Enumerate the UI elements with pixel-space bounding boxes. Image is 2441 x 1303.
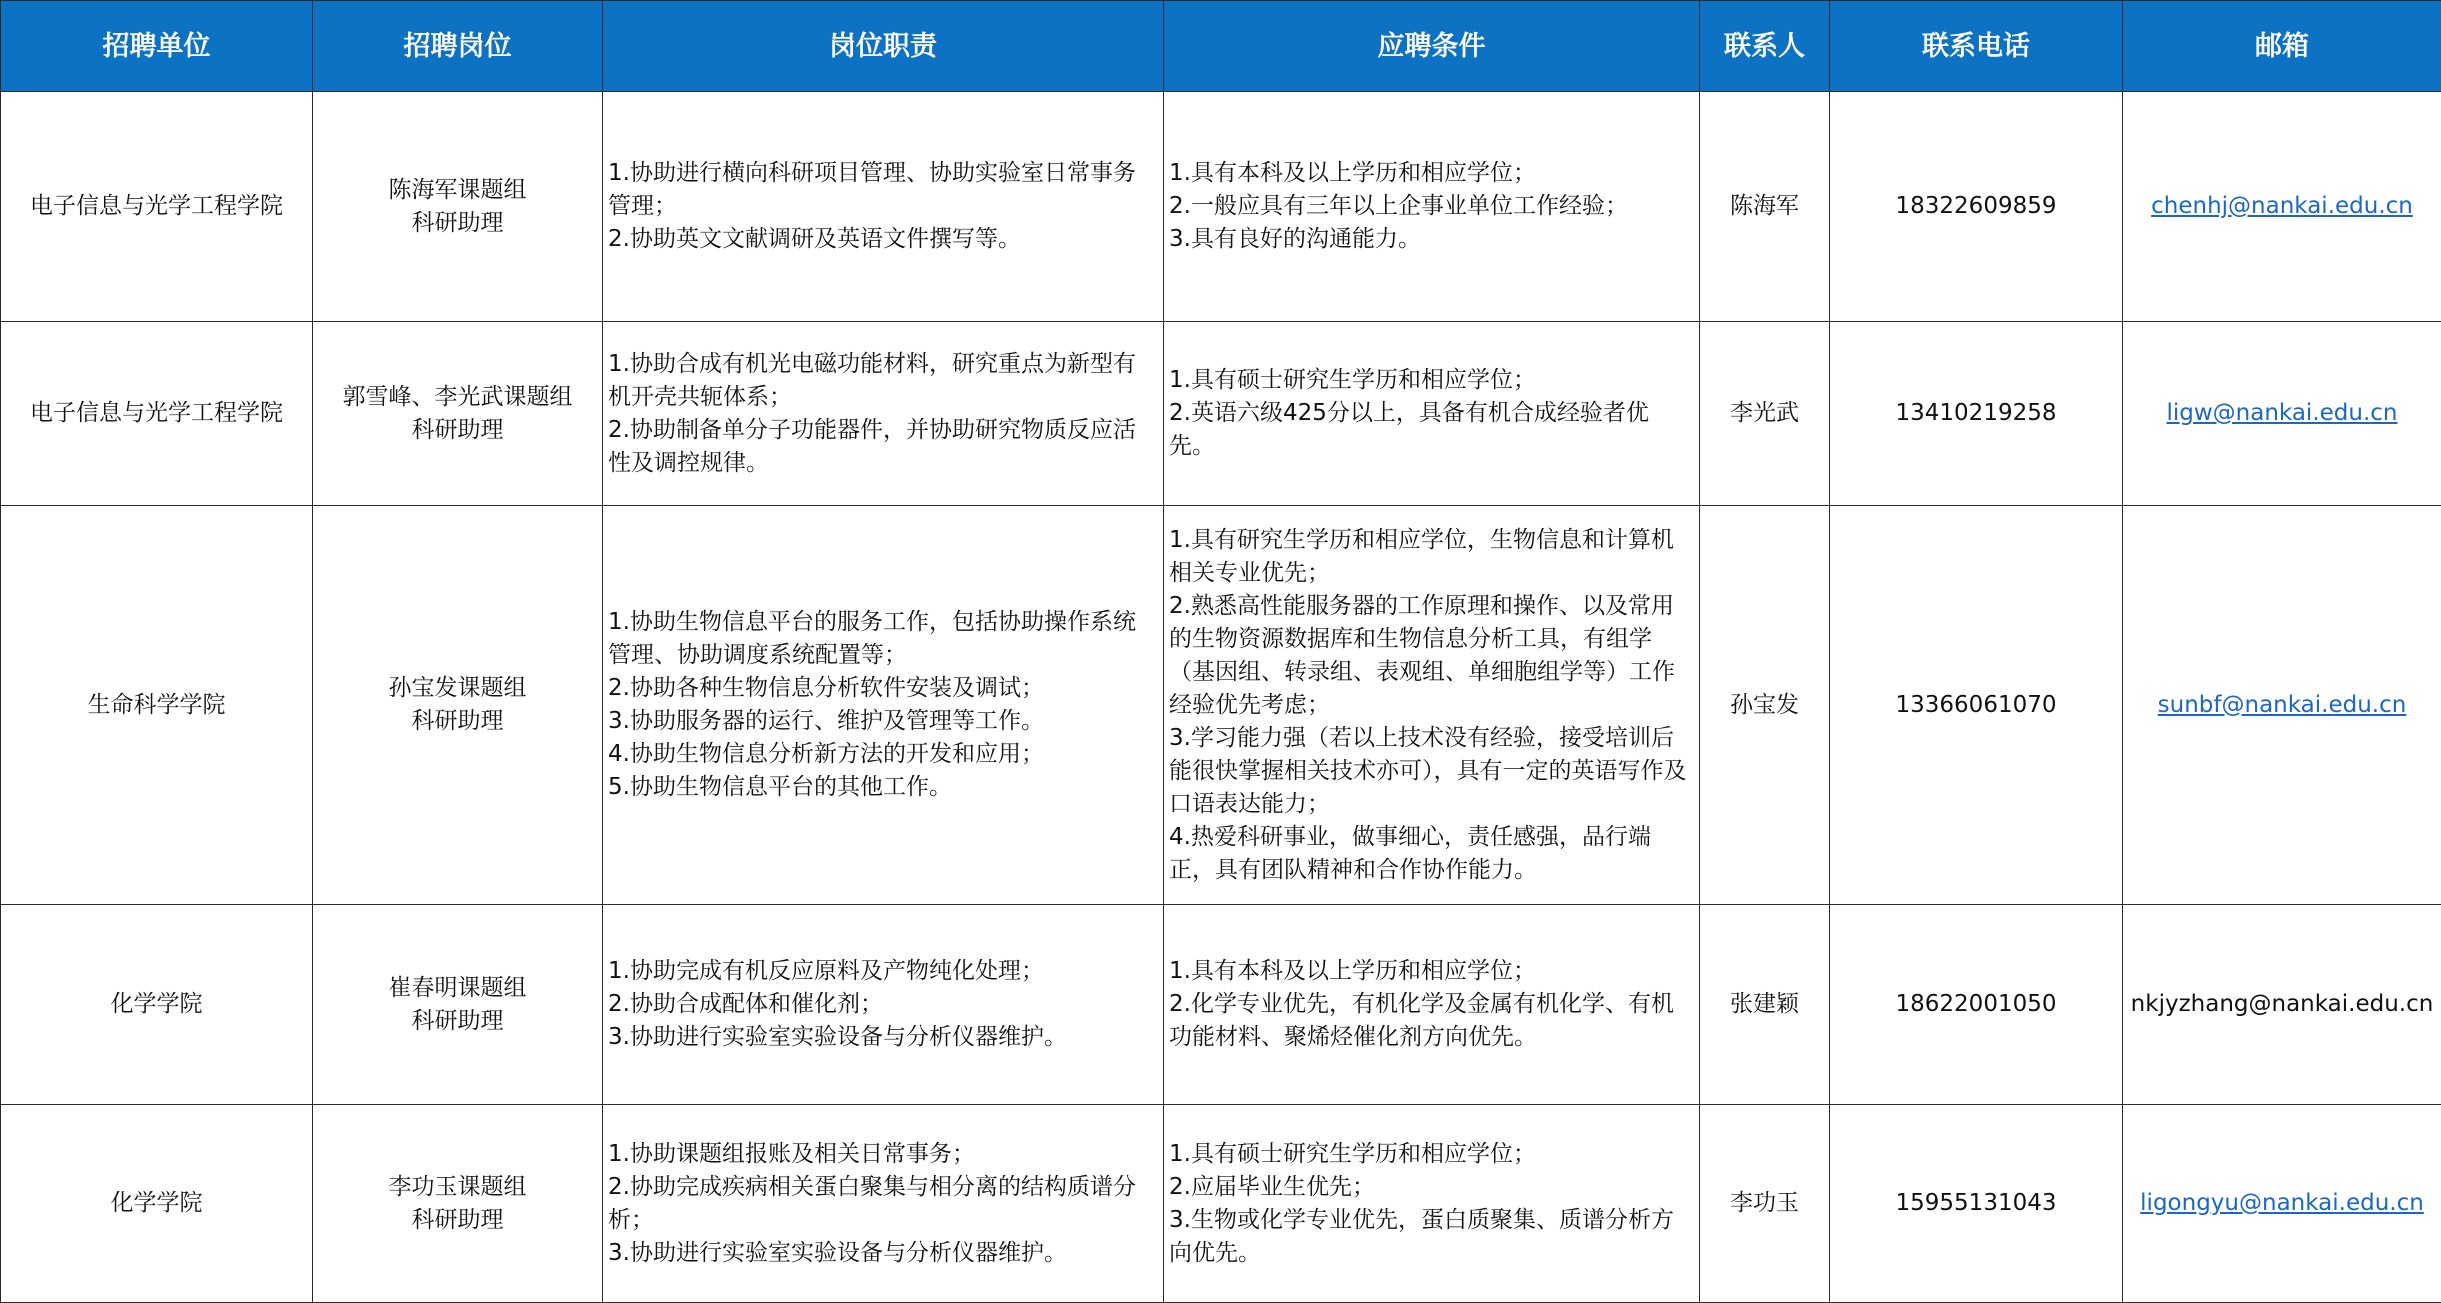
header-email: 邮箱: [2123, 1, 2441, 92]
cell-contact: 李功玉: [1700, 1105, 1830, 1303]
requirement-line: 1.具有硕士研究生学历和相应学位；: [1169, 367, 1536, 393]
cell-contact: 孙宝发: [1700, 506, 1830, 905]
email-link[interactable]: chenhj@nankai.edu.cn: [2151, 193, 2413, 219]
email-text: nkjyzhang@nankai.edu.cn: [2130, 991, 2434, 1017]
position-line: 李功玉课题组: [388, 1173, 527, 1200]
table-row: [1, 506, 2441, 905]
cell-unit: 生命科学学院: [1, 506, 313, 905]
table-row: [1, 92, 2441, 322]
cell-phone: 13410219258: [1830, 322, 2123, 506]
position-line: 科研助理: [411, 708, 504, 734]
cell-phone: 18322609859: [1830, 92, 2123, 322]
cell-duties: [603, 1105, 1164, 1303]
header-phone: 联系电话: [1830, 1, 2123, 92]
cell-requirements: [1164, 1105, 1700, 1303]
requirement-line: 1.具有硕士研究生学历和相应学位；: [1169, 1140, 1536, 1167]
duty-line: 1.协助合成有机光电磁功能材料，研究重点为新型有机开壳共轭体系；: [608, 350, 1136, 410]
duty-line: 2.协助完成疾病相关蛋白聚集与相分离的结构质谱分析；: [608, 1173, 1136, 1233]
cell-email: [2123, 92, 2441, 322]
duty-line: 1.协助课题组报账及相关日常事务；: [608, 1140, 975, 1167]
requirement-line: 2.化学专业优先，有机化学及金属有机化学、有机功能材料、聚烯烃催化剂方向优先。: [1169, 991, 1674, 1050]
header-unit: 招聘单位: [1, 1, 313, 92]
cell-position: [313, 322, 603, 506]
email-link[interactable]: ligw@nankai.edu.cn: [2166, 400, 2398, 426]
cell-contact: 陈海军: [1700, 92, 1830, 322]
table-row: [1, 1105, 2441, 1303]
position-line: 科研助理: [411, 209, 504, 236]
duty-line: 2.协助制备单分子功能器件，并协助研究物质反应活性及调控规律。: [608, 416, 1136, 476]
requirement-line: 1.具有研究生学历和相应学位，生物信息和计算机相关专业优先；: [1169, 526, 1674, 586]
cell-email: [2123, 1105, 2441, 1303]
cell-phone: 15955131043: [1830, 1105, 2123, 1303]
duty-line: 4.协助生物信息分析新方法的开发和应用；: [608, 741, 1044, 767]
header-contact: 联系人: [1700, 1, 1830, 92]
cell-contact: 张建颖: [1700, 905, 1830, 1105]
cell-position: [313, 506, 603, 905]
header-duties: 岗位职责: [603, 1, 1164, 92]
cell-duties: [603, 506, 1164, 905]
requirement-line: 3.生物或化学专业优先，蛋白质聚集、质谱分析方向优先。: [1169, 1206, 1674, 1266]
cell-email: [2123, 322, 2441, 506]
cell-unit: 化学学院: [1, 1105, 313, 1303]
duty-line: 3.协助进行实验室实验设备与分析仪器维护。: [608, 1024, 1067, 1050]
cell-unit: 电子信息与光学工程学院: [1, 92, 313, 322]
duty-line: 3.协助服务器的运行、维护及管理等工作。: [608, 708, 1044, 734]
requirement-line: 1.具有本科及以上学历和相应学位；: [1169, 160, 1536, 186]
requirement-line: 2.英语六级425分以上，具备有机合成经验者优先。: [1169, 400, 1649, 459]
cell-unit: 电子信息与光学工程学院: [1, 322, 313, 506]
position-line: 科研助理: [411, 416, 504, 443]
cell-requirements: [1164, 506, 1700, 905]
table-row: [1, 322, 2441, 506]
header-position: 招聘岗位: [313, 1, 603, 92]
header-requirements: 应聘条件: [1164, 1, 1700, 92]
position-line: 郭雪峰、李光武课题组: [342, 383, 573, 410]
duty-line: 1.协助生物信息平台的服务工作，包括协助操作系统管理、协助调度系统配置等；: [608, 609, 1136, 668]
duty-line: 2.协助合成配体和催化剂；: [608, 991, 883, 1017]
duty-line: 2.协助各种生物信息分析软件安装及调试；: [608, 675, 1044, 701]
requirement-line: 3.学习能力强（若以上技术没有经验，接受培训后能很快掌握相关技术亦可），具有一定的英语写作及口语表达能力；: [1169, 724, 1687, 817]
requirement-line: 2.一般应具有三年以上企事业单位工作经验；: [1169, 193, 1628, 219]
cell-position: [313, 1105, 603, 1303]
position-line: 陈海军课题组: [388, 176, 527, 203]
cell-phone: 13366061070: [1830, 506, 2123, 905]
cell-requirements: [1164, 905, 1700, 1105]
position-line: 崔春明课题组: [388, 974, 527, 1001]
requirement-line: 2.熟悉高性能服务器的工作原理和操作、以及常用的生物资源数据库和生物信息分析工具，有组学（基因组、转录组、表观组、单细胞组学等）工作经验优先考虑；: [1169, 592, 1675, 718]
requirement-line: 2.应届毕业生优先；: [1169, 1173, 1375, 1200]
cell-position: [313, 92, 603, 322]
table-body: [1, 92, 2441, 1303]
header-row: [1, 1, 2441, 92]
email-link[interactable]: sunbf@nankai.edu.cn: [2157, 691, 2407, 718]
cell-position: [313, 905, 603, 1105]
position-line: 科研助理: [411, 1007, 504, 1034]
cell-duties: [603, 92, 1164, 322]
duty-line: 1.协助进行横向科研项目管理、协助实验室日常事务管理；: [608, 160, 1136, 219]
requirement-line: 1.具有本科及以上学历和相应学位；: [1169, 958, 1536, 984]
duty-line: 3.协助进行实验室实验设备与分析仪器维护。: [608, 1239, 1067, 1266]
duty-line: 1.协助完成有机反应原料及产物纯化处理；: [608, 958, 1044, 984]
cell-unit: 化学学院: [1, 905, 313, 1105]
table-row: [1, 905, 2441, 1105]
cell-duties: [603, 905, 1164, 1105]
requirement-line: 4.热爱科研事业，做事细心，责任感强，品行端正，具有团队精神和合作协作能力。: [1169, 823, 1651, 883]
cell-requirements: [1164, 322, 1700, 506]
cell-email: [2123, 905, 2441, 1105]
position-line: 科研助理: [411, 1206, 504, 1233]
position-line: 孙宝发课题组: [388, 675, 527, 701]
duty-line: 2.协助英文文献调研及英语文件撰写等。: [608, 226, 1021, 252]
requirement-line: 3.具有良好的沟通能力。: [1169, 226, 1421, 252]
cell-contact: 李光武: [1700, 322, 1830, 506]
cell-duties: [603, 322, 1164, 506]
cell-requirements: [1164, 92, 1700, 322]
cell-email: [2123, 506, 2441, 905]
email-link[interactable]: ligongyu@nankai.edu.cn: [2140, 1190, 2424, 1216]
duty-line: 5.协助生物信息平台的其他工作。: [608, 774, 952, 800]
cell-phone: 18622001050: [1830, 905, 2123, 1105]
